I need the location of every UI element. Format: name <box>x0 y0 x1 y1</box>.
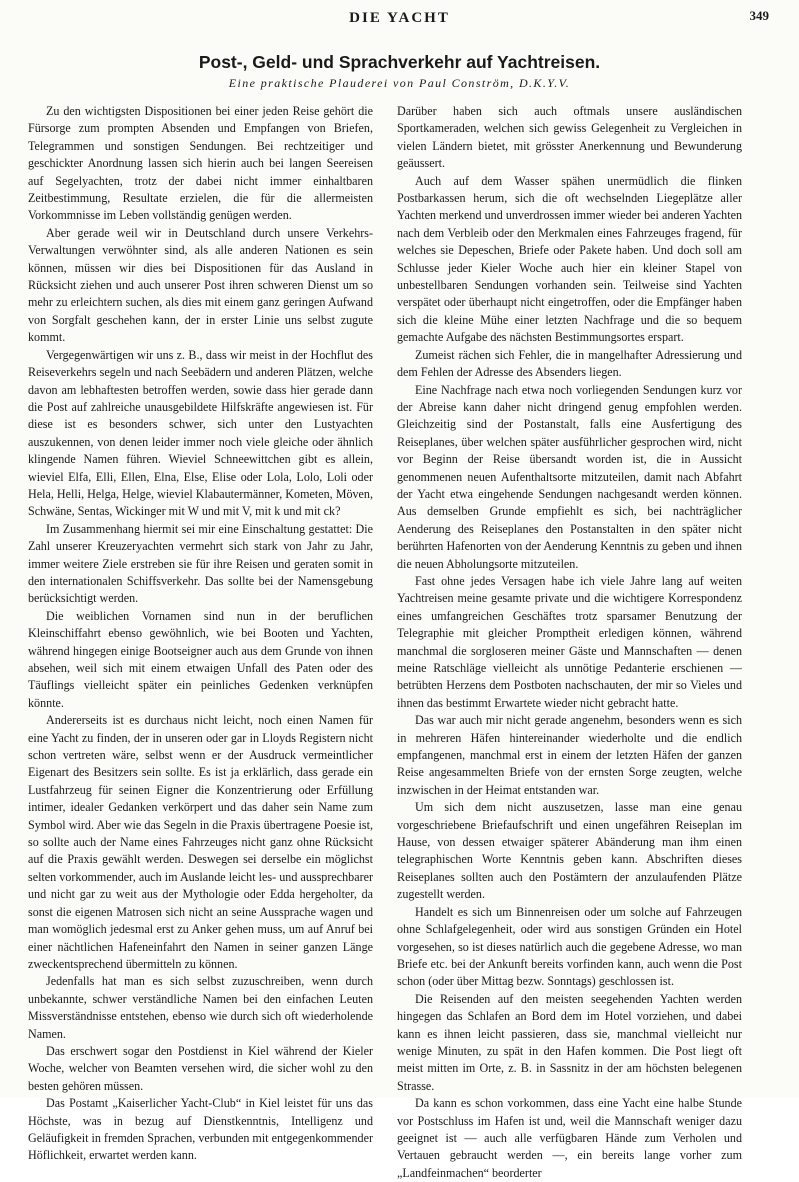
paragraph: Das erschwert sogar den Postdienst in Kiel während der Kieler Woche, welcher von Beamten versehen wird, die sicher wohl zu den besten gehören müssen. <box>28 1043 373 1093</box>
paragraph: Die Reisenden auf den meisten seegehenden Yachten werden hingegen das Schlafen an Bord dem im Hotel vorziehen, und dabei kann es ihnen leicht passieren, dass sie, manchmal vielleicht nur wenige Minuten, zu spät in den Hafen kommen. Die Post liegt oft meist mitten im Orte, z. B. in Sassnitz in der am höchsten belegenen Strasse. <box>397 991 742 1093</box>
paragraph: Vergegenwärtigen wir uns z. B., dass wir meist in der Hochflut des Reiseverkehrs segeln und nach Seebädern und anderen Plätzen, welche davon am lebhaftesten betroffen werden, sowie dass hier gerade dann die Post auf zahlreiche unausgebildete Hilfskräfte angewiesen ist. Für diese ist es besonders schwer, sich unter den Lustyachten auszukennen, von denen leider immer noch viele gleiche oder ähnlich klingende Namen führen. Wieviel Schneewittchen gibt es allein, wieviel Elfa, Elli, Ellen, Elna, Else, Elise oder Lola, Lolo, Loli oder Hela, Helli, Helga, Helge, wieviel Klabautermänner, Kometen, Möven, Schwäne, Sentas, Wickinger mit W und mit V, mit k und mit ck? <box>28 347 373 519</box>
paragraph: Um sich dem nicht auszusetzen, lasse man eine genau vorgeschriebene Briefaufschrift und einen ungefähren Reiseplan im Hause, von dessen etwaiger späterer Abänderung man ihm einen telegraphischen Worte Kenntnis geben kann. Abschriften dieses Reiseplanes sollten auch den Postämtern der anzulaufenden Plätze zugestellt werden. <box>397 800 742 902</box>
paragraph: Die weiblichen Vornamen sind nun in der beruflichen Kleinschiffahrt ebenso gewöhnlich, wie bei Booten und Yachten, während hingegen einige Bootseigner auch aus dem Grunde von ihnen absehen, weil sich mit einem etwaigen Unfall des Paten oder des Täuflings vielleicht später ein peinliches Gedenken verknüpfen könnte. <box>28 608 373 710</box>
right-column <box>397 103 742 1180</box>
paragraph: Im Zusammenhang hiermit sei mir eine Einschaltung gestattet: Die Zahl unserer Kreuzeryachten vermehrt sich stark von Jahr zu Jahr, immer weitere Ziele erstreben sie für ihre Reisen und geraten somit in den internationalen Schiffsverkehr. Das sollte bei der Namensgebung berücksichtigt werden. <box>28 521 373 606</box>
paragraph: Handelt es sich um Binnenreisen oder um solche auf Fahrzeugen ohne Schlafgelegenheit, oder wird aus sonstigen Gründen ein Hotel vorgesehen, so ist dieses natürlich auch die gegebene Adresse, wo man Briefe etc. bei der Ankunft bereits vorfinden kann, auch wenn die Post schon (oder über Mittag bezw. Sonntags) geschlossen ist. <box>397 904 742 989</box>
paragraph: Eine Nachfrage nach etwa noch vorliegenden Sendungen kurz vor der Abreise kann daher nicht dringend genug empfohlen werden. Gleichzeitig sind der Postanstalt, falls eine Ausfertigung des Reiseplanes, über welchen später ausführlicher gesprochen wird, nicht vor Beginn der Reise übersandt worden ist, die in Aussicht genommenen neuen Aufenthaltsorte mitzuteilen, damit nach Abfahrt der Yacht etwa eingehende Sendungen nachgesandt werden können. Aus demselben Grunde empfiehlt es sich, bei nachträglicher Aenderung des Reiseplanes den Postanstalten in den später nicht berührten Hafenorten von der Aenderung Kenntnis zu geben und ihnen die neuen Abholungsorte mitzuteilen. <box>397 382 742 571</box>
paragraph: Zumeist rächen sich Fehler, die in mangelhafter Adressierung und dem Fehlen der Adresse des Absenders liegen. <box>397 347 742 380</box>
paragraph: Fast ohne jedes Versagen habe ich viele Jahre lang auf weiten Yachtreisen meine gesamte private und die wichtigere Korrespondenz eines umfangreichen Geschäftes trotz sparsamer Benutzung der Telegraphie mit gleicher Promptheit erledigen können, während manchmal die sorgloseren meiner Gäste und Mannschaften — denen meine Ratschläge vielleicht als unnötige Pedanterie erschienen — betrübten Herzens dem Postboten nachschauten, der mir so Vieles und ihnen das bestimmt Erwartete wieder nicht gebracht hatte. <box>397 573 742 710</box>
paragraph: Da kann es schon vorkommen, dass eine Yacht eine halbe Stunde vor Postschluss im Hafen ist und, weil die Mannschaft weniger dazu geeignet ist — auch alle verfügbaren Hände zum Verholen und Vertauen gebraucht werden —, ein bereits lange vorher zum „Landfeinmachen“ beorderter <box>397 1096 742 1180</box>
paragraph: Das Postamt „Kaiserlicher Yacht-Club“ in Kiel leistet für uns das Höchste, was in bezug auf Dienstkenntnis, Intelligenz und Geläufigkeit in fremden Sprachen, verbunden mit entgegenkommender Höflichkeit, erwartet werden kann. <box>28 1096 373 1163</box>
running-head: DIE YACHT <box>349 10 450 26</box>
page-number: 349 <box>749 8 769 23</box>
paragraph: Zu den wichtigsten Dispositionen bei einer jeden Reise gehört die Fürsorge zum prompten Absenden und Empfangen von Briefen, Telegrammen und sonstigen Sendungen. Bei rechtzeitiger und geschickter Anordnung lassen sich hierin auch bei langen Seereisen auf Segelyachten, trotz der dabei nicht immer einhaltbaren Zeitbestimmung, Resultate erzielen, die für die allermeisten Vorkommnisse im Leben vollständig genügen werden. <box>28 104 373 223</box>
left-column <box>28 103 373 1163</box>
article-title: Post-, Geld- und Sprachverkehr auf Yachtreisen. <box>198 52 601 72</box>
paragraph: Andererseits ist es durchaus nicht leicht, noch einen Namen für eine Yacht zu finden, der in unseren oder gar in Lloyds Registern nicht schon vertreten wäre, selbst wenn er der Ausdruck vermeintlicher Eigenart des Besitzers sein sollte. Es ist ja erklärlich, dass gerade ein Lustfahrzeug für seinen Eigner die Konzentrierung oder Erfüllung intimer, idealer Gedanken verkörpert und das daher sein Name zum Symbol wird. Aber wie das Segeln in die Praxis übertragene Poesie ist, so sollte auch der Name eines Fahrzeuges nicht ganz ohne Rücksicht auf die Praxis gewählt werden. Deswegen sei derselbe ein möglichst selten vorkommender, auch im Auslande leicht les- und aussprechbarer und nicht gar zu weit aus der Mythologie oder Edda hergeholter, da sonst die eigenen Matrosen sich nicht an seine Aussprache wagen und man womöglich jedesmal erst zu Anker gehen muss, um auf Anruf bei einer nächtlichen Hafeneinfahrt den Namen in seiner ganzen Länge zweckentsprechend übermitteln zu können. <box>28 713 373 971</box>
paragraph: Jedenfalls hat man es sich selbst zuzuschreiben, wenn durch unbekannte, schwer verständliche Namen bei den einfachen Leuten Missverständnisse entstehen, ebenso wie durch sich oft wiederholende Namen. <box>28 974 373 1041</box>
paragraph: Auch auf dem Wasser spähen unermüdlich die flinken Postbarkassen herum, sich die oft wechselnden Liegeplätze aller Yachten merkend und unverdrossen immer wieder bei anderen Yachten nach dem Verbleib oder den Merkmalen eines Fahrzeuges fragend, für welches sie Depeschen, Briefe oder Pakete haben. Und doch soll am Schlusse jeder Kieler Woche auch hier ein kleiner Stapel von unbestellbaren Sendungen vorhanden sein. Teilweise sind Yachten verspätet oder überhaupt nicht eingetroffen, oder die Empfänger haben sich die kleine Mühe einer letzten Nachfrage und die so bequem gemachte Aufgabe des nächsten Bestimmungsortes erspart. <box>397 173 742 345</box>
paragraph: Das war auch mir nicht gerade angenehm, besonders wenn es sich in mehreren Häfen hintereinander wiederholte und die endlich empfangenen, manchmal erst in einem der letzten Häfen der ganzen Reise angesammelten Briefe von der ernsten Sorge zeugten, welche inzwischen in der Heimat entstanden war. <box>397 713 742 797</box>
article-byline: Eine praktische Plauderei von Paul Conström, D.K.Y.V. <box>228 76 571 90</box>
paragraph: Aber gerade weil wir in Deutschland durch unsere Verkehrs-Verwaltungen verwöhnter sind, als alle anderen Nationen es sein können, müssen wir dies bei Dispositionen für das Ausland in Rücksicht ziehen und auch unserer Post ihren schweren Dienst um so mehr zu erleichtern suchen, als dies mit einem ganz geringen Aufwand von Sorgfalt geschehen kann, der in erster Linie uns selbst zugute kommt. <box>28 225 373 345</box>
paragraph: Darüber haben sich auch oftmals unsere ausländischen Sportkameraden, welchen sich gewiss Gelegenheit zu Vergleichen in vielen Ländern bietet, mit grösster Anerkennung und Bewunderung geäussert. <box>397 104 742 171</box>
